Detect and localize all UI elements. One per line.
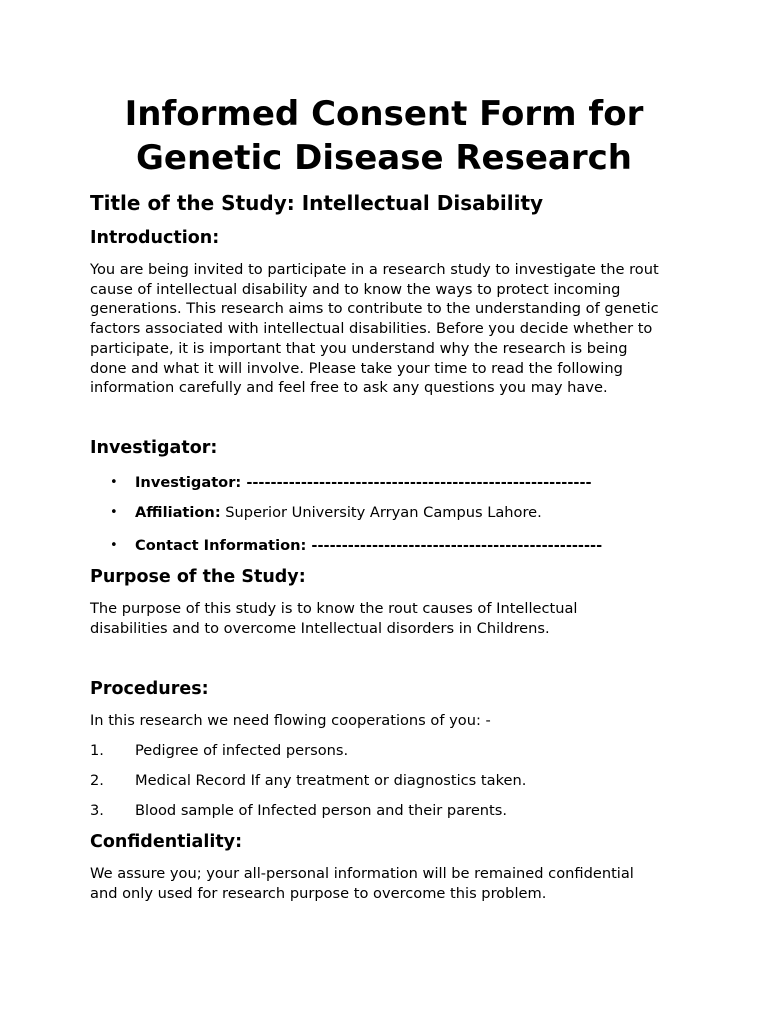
investigator-label: Investigator: bbox=[135, 474, 242, 491]
document-title bbox=[0, 92, 768, 180]
introduction-line: You are being invited to participate in a research study to investigate the rout bbox=[90, 261, 659, 278]
confidentiality-line: We assure you; your all-personal information will be remained confidential bbox=[90, 865, 634, 882]
confidentiality-line: and only used for research purpose to overcome this problem. bbox=[90, 884, 547, 902]
investigator-name-entry bbox=[135, 473, 592, 492]
procedure-number: 2. bbox=[90, 772, 104, 789]
affiliation-label: Affiliation: bbox=[135, 504, 221, 521]
purpose-line: disabilities and to overcome Intellectual disorders in Childrens. bbox=[90, 619, 550, 637]
procedures-heading: Procedures: bbox=[90, 679, 209, 699]
introduction-line: factors associated with intellectual disabilities. Before you decide whether to bbox=[90, 320, 653, 338]
affiliation-value: Superior University Arryan Campus Lahore. bbox=[220, 504, 542, 521]
procedure-text: Blood sample of Infected person and their parents. bbox=[135, 802, 508, 819]
purpose-paragraph bbox=[90, 599, 690, 638]
document-title-line-1: Informed Consent Form for bbox=[124, 94, 644, 134]
confidentiality-paragraph bbox=[90, 864, 690, 903]
bullet-icon: • bbox=[110, 538, 118, 553]
contact-label: Contact Information: bbox=[135, 537, 307, 554]
bullet-icon: • bbox=[110, 475, 118, 490]
document-title-line-2: Genetic Disease Research bbox=[136, 138, 632, 178]
procedure-number: 1. bbox=[90, 742, 104, 759]
study-title: Title of the Study: Intellectual Disability bbox=[90, 191, 544, 215]
investigator-value: --------------------------------------------------------- bbox=[241, 474, 592, 491]
procedures-intro bbox=[90, 711, 690, 731]
introduction-line: done and what it will involve. Please take your time to read the following bbox=[90, 359, 623, 377]
procedure-number: 3. bbox=[90, 802, 104, 819]
introduction-heading: Introduction: bbox=[90, 228, 220, 248]
introduction-line: generations. This research aims to contribute to the understanding of genetic bbox=[90, 300, 659, 318]
introduction-line: participate, it is important that you understand why the research is being bbox=[90, 339, 628, 357]
procedure-text: Medical Record If any treatment or diagnostics taken. bbox=[135, 772, 527, 789]
investigator-heading: Investigator: bbox=[90, 438, 218, 458]
procedures-intro-line: In this research we need flowing cooperations of you: - bbox=[90, 712, 491, 729]
purpose-heading: Purpose of the Study: bbox=[90, 567, 306, 587]
contact-value: ------------------------------------------------ bbox=[306, 537, 603, 554]
introduction-line: information carefully and feel free to ask any questions you may have. bbox=[90, 379, 608, 397]
introduction-line: cause of intellectual disability and to know the ways to protect incoming bbox=[90, 280, 621, 298]
procedure-text: Pedigree of infected persons. bbox=[135, 742, 349, 759]
confidentiality-heading: Confidentiality: bbox=[90, 832, 243, 852]
contact-entry bbox=[135, 536, 602, 555]
purpose-line: The purpose of this study is to know the rout causes of Intellectual bbox=[90, 600, 578, 617]
introduction-paragraph bbox=[90, 260, 690, 398]
bullet-icon: • bbox=[110, 505, 118, 520]
affiliation-entry bbox=[135, 503, 542, 522]
